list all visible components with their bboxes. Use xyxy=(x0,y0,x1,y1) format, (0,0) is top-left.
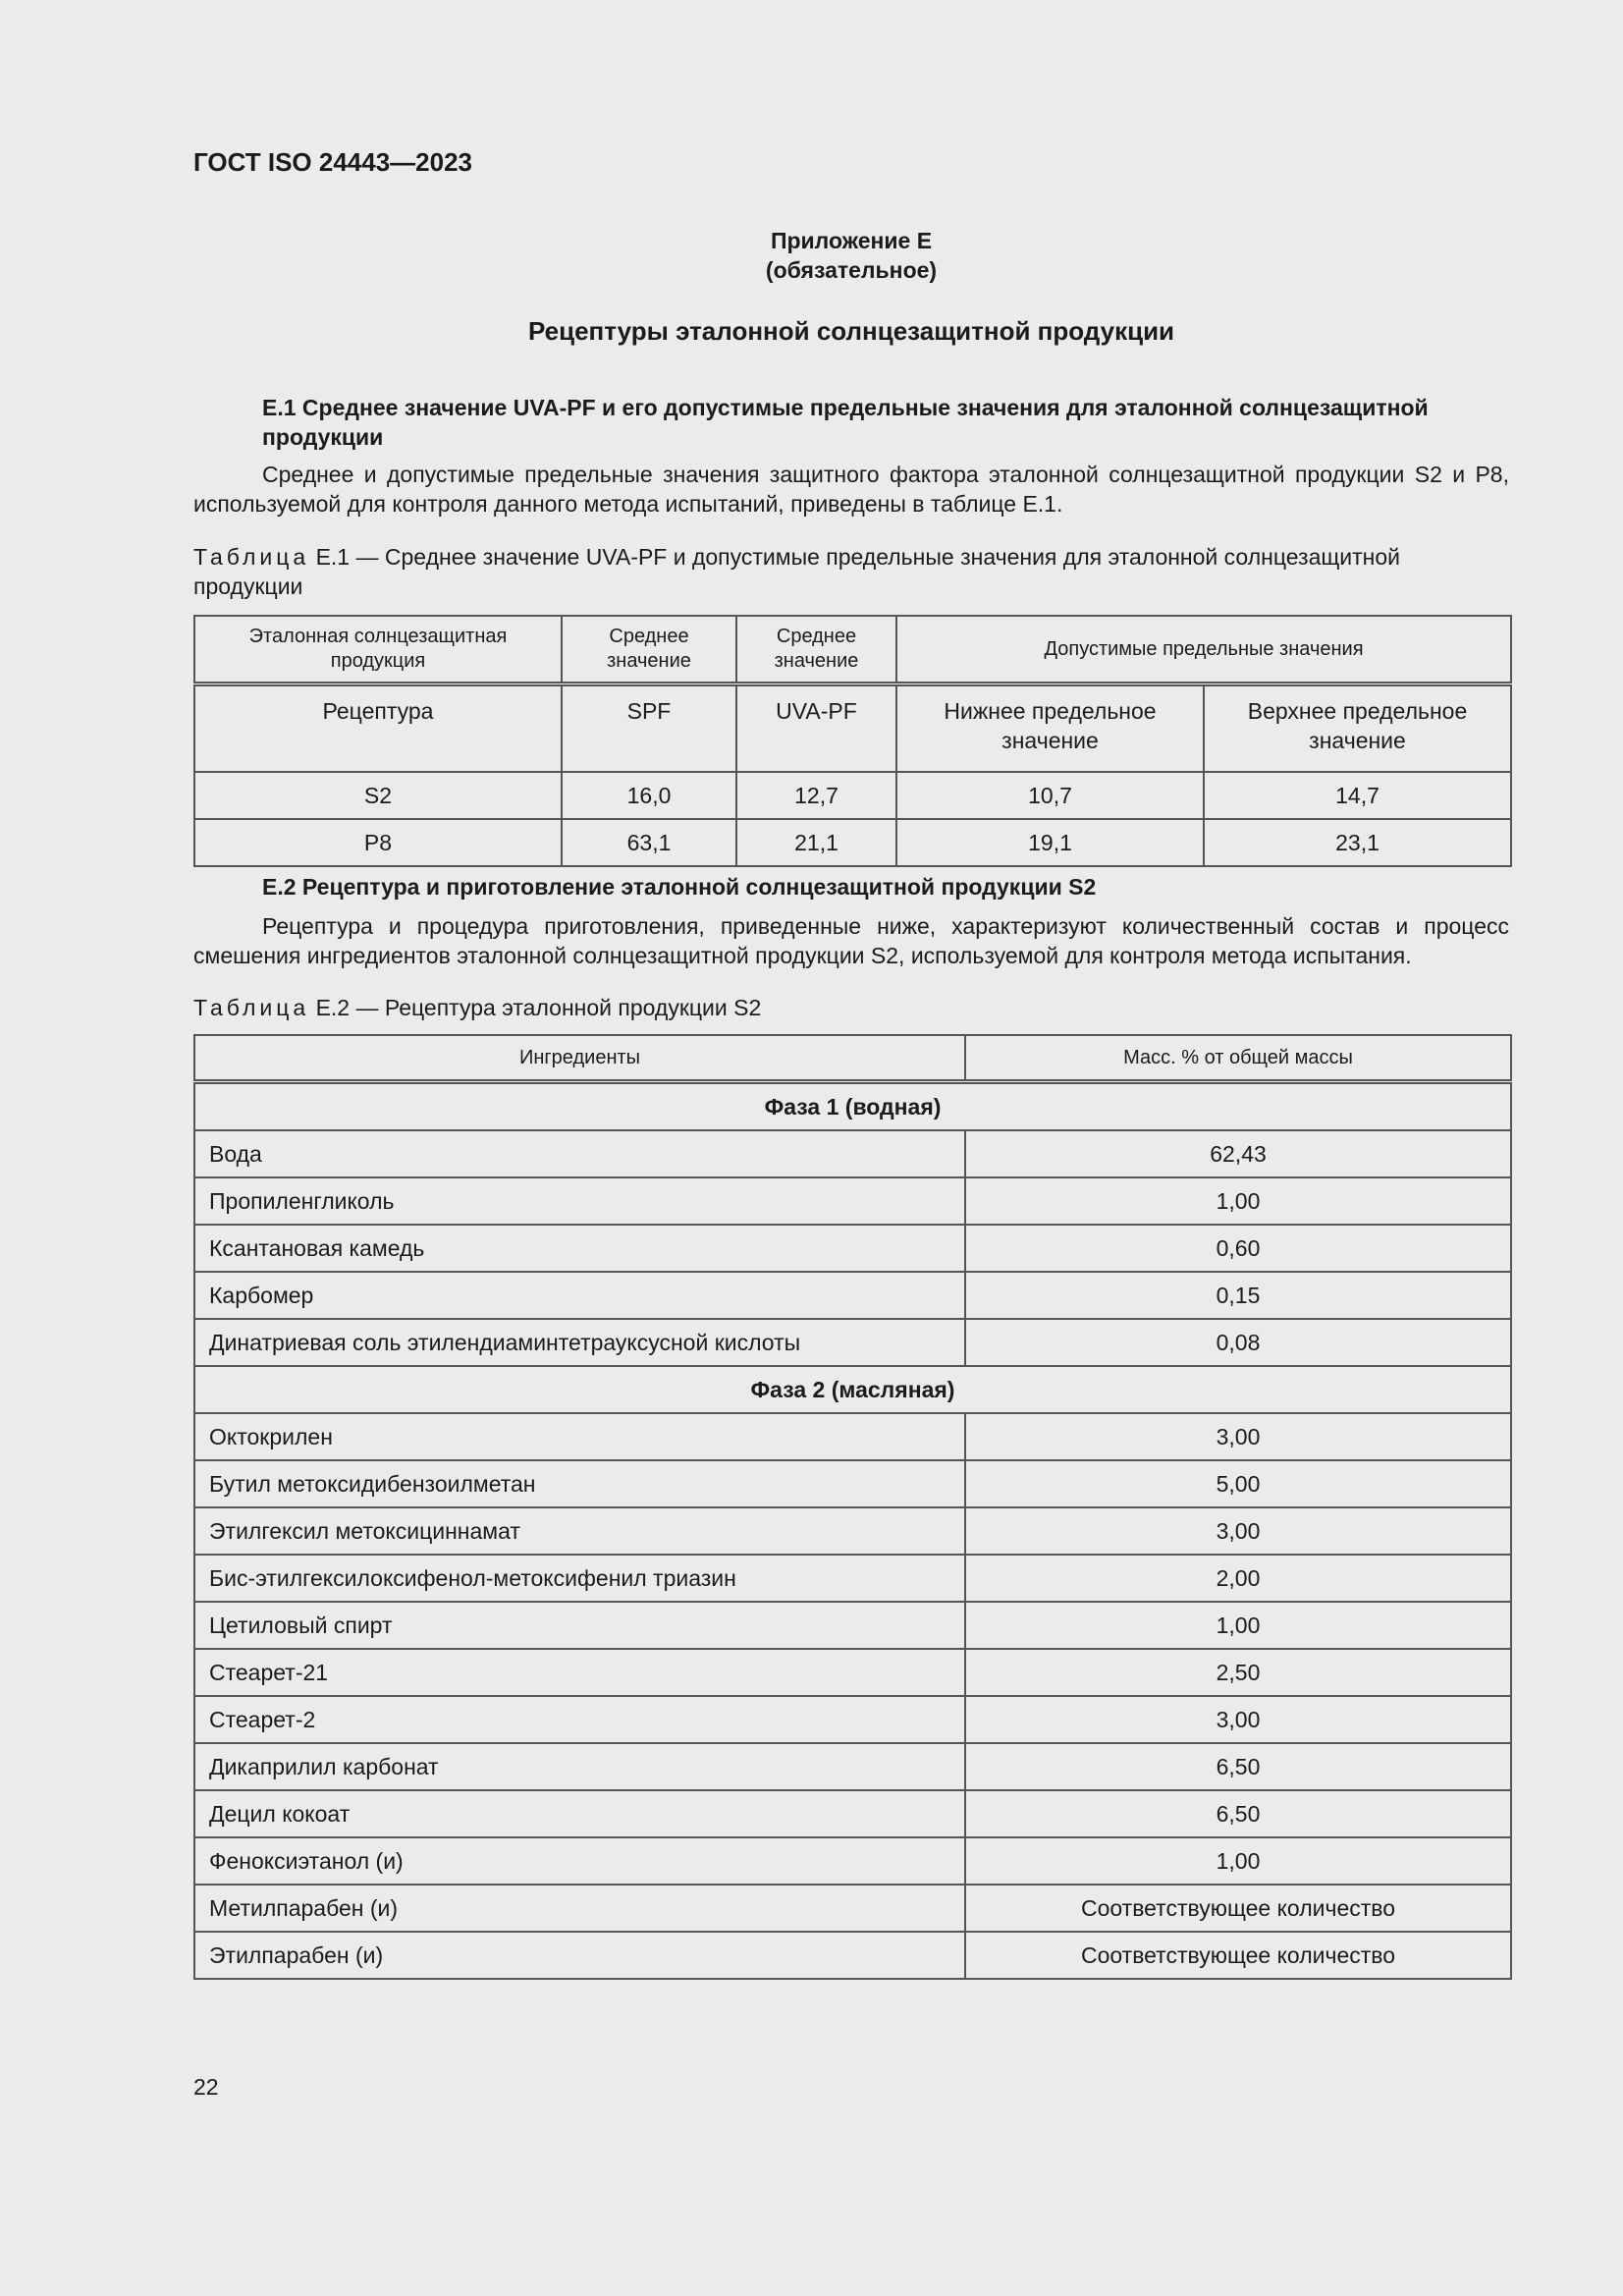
ingredient-name: Бутил метоксидибензоилметан xyxy=(194,1460,965,1507)
table-e1-cell-recipe: S2 xyxy=(194,772,562,819)
table-e1-caption-text: Е.1 — Среднее значение UVA-PF и допустимые предельные значения для эталонной солнцезащитной продукции xyxy=(193,544,1401,599)
ingredient-mass: 0,15 xyxy=(965,1272,1511,1319)
section-e1-paragraph: Среднее и допустимые предельные значения защитного фактора эталонной солнцезащитной продукции S2 и Р8, используемой для контроля данного метода испытаний, приведены в таблице Е.1. xyxy=(193,462,1509,517)
ingredient-name: Этилгексил метоксициннамат xyxy=(194,1507,965,1555)
table-e1-cell-recipe: Р8 xyxy=(194,819,562,866)
table-e1-cell-upper: 23,1 xyxy=(1204,819,1511,866)
annex-heading: Рецептуры эталонной солнцезащитной продукции xyxy=(527,316,1175,346)
table-e1-header-product: Эталонная солнцезащитная продукция xyxy=(194,616,562,684)
table-row xyxy=(194,1932,1511,1979)
table-row xyxy=(194,1460,1511,1507)
ingredient-mass: 2,00 xyxy=(965,1555,1511,1602)
table-e1-cell-spf: 63,1 xyxy=(562,819,736,866)
ingredient-name: Пропиленгликоль xyxy=(194,1177,965,1225)
ingredient-mass: 3,00 xyxy=(965,1507,1511,1555)
ingredient-mass: 2,50 xyxy=(965,1649,1511,1696)
ingredient-mass: 5,00 xyxy=(965,1460,1511,1507)
table-row xyxy=(194,1602,1511,1649)
table-e2-phase1-row xyxy=(194,1082,1511,1131)
ingredient-name: Стеарет-21 xyxy=(194,1649,965,1696)
table-row xyxy=(194,1885,1511,1932)
ingredient-mass: 3,00 xyxy=(965,1413,1511,1460)
ingredient-name: Этилпарабен (и) xyxy=(194,1932,965,1979)
table-e2-header-ingredients: Ингредиенты xyxy=(194,1035,965,1082)
table-e2 xyxy=(193,1034,1512,1980)
table-row xyxy=(194,1790,1511,1837)
table-e1-cell-uvapf: 21,1 xyxy=(736,819,896,866)
table-e1-col-uvapf: UVA-PF xyxy=(736,684,896,773)
table-e1-col-spf: SPF xyxy=(562,684,736,773)
table-row xyxy=(194,1177,1511,1225)
ingredient-name: Вода xyxy=(194,1130,965,1177)
annex-title-line2: (обязательное) xyxy=(765,257,938,283)
ingredient-name: Децил кокоат xyxy=(194,1790,965,1837)
ingredient-mass: 0,60 xyxy=(965,1225,1511,1272)
section-e2-paragraph: Рецептура и процедура приготовления, приведенные ниже, характеризуют количественный состав и процесс смешения ингредиентов эталонной солнцезащитной продукции S2, используемой для контроля метода испытания. xyxy=(193,913,1509,968)
ingredient-mass: Соответствующее количество xyxy=(965,1932,1511,1979)
section-e1-heading: Е.1 Среднее значение UVA-PF и его допустимые предельные значения для эталонной солнцезащитной продукции xyxy=(262,395,1429,450)
table-e1-header-mean-spf: Среднее значение xyxy=(562,616,736,684)
page-number: 22 xyxy=(193,2074,219,2100)
ingredient-name: Цетиловый спирт xyxy=(194,1602,965,1649)
table-e1-caption xyxy=(193,542,1509,601)
ingredient-name: Дикаприлил карбонат xyxy=(194,1743,965,1790)
ingredient-mass: 1,00 xyxy=(965,1837,1511,1885)
ingredient-mass: Соответствующее количество xyxy=(965,1885,1511,1932)
table-row xyxy=(194,1413,1511,1460)
ingredient-mass: 6,50 xyxy=(965,1743,1511,1790)
table-e1-col-upper: Верхнее предельное значение xyxy=(1204,684,1511,773)
table-row xyxy=(194,1649,1511,1696)
ingredient-name: Феноксиэтанол (и) xyxy=(194,1837,965,1885)
ingredient-mass: 6,50 xyxy=(965,1790,1511,1837)
document-code: ГОСТ ISO 24443—2023 xyxy=(193,147,473,177)
ingredient-name: Ксантановая камедь xyxy=(194,1225,965,1272)
table-e1-cell-uvapf: 12,7 xyxy=(736,772,896,819)
table-row xyxy=(194,1319,1511,1366)
table-e1-subheader-row xyxy=(194,684,1511,773)
table-row xyxy=(194,1225,1511,1272)
table-e2-header-mass: Масс. % от общей массы xyxy=(965,1035,1511,1082)
table-row xyxy=(194,1507,1511,1555)
table-row xyxy=(194,1743,1511,1790)
ingredient-name: Метилпарабен (и) xyxy=(194,1885,965,1932)
table-e1-header-row xyxy=(194,616,1511,684)
annex-title xyxy=(193,226,1509,285)
table-e1-cell-lower: 10,7 xyxy=(896,772,1204,819)
table-row xyxy=(194,819,1511,866)
table-e2-phase2-row xyxy=(194,1366,1511,1413)
table-e1-col-recipe: Рецептура xyxy=(194,684,562,773)
ingredient-name: Стеарет-2 xyxy=(194,1696,965,1743)
table-row xyxy=(194,1555,1511,1602)
ingredient-mass: 3,00 xyxy=(965,1696,1511,1743)
table-e2-caption-text: Е.2 — Рецептура эталонной продукции S2 xyxy=(315,995,762,1020)
table-e2-header-row xyxy=(194,1035,1511,1082)
table-e1-caption-prefix: Таблица xyxy=(193,544,310,570)
section-e2-heading: Е.2 Рецептура и приготовление эталонной солнцезащитной продукции S2 xyxy=(262,874,1097,900)
table-e1-cell-spf: 16,0 xyxy=(562,772,736,819)
table-e1-col-lower: Нижнее предельное значение xyxy=(896,684,1204,773)
table-e2-caption-prefix: Таблица xyxy=(193,995,310,1020)
table-row xyxy=(194,1272,1511,1319)
table-row xyxy=(194,772,1511,819)
ingredient-name: Октокрилен xyxy=(194,1413,965,1460)
ingredient-mass: 1,00 xyxy=(965,1602,1511,1649)
phase2-title: Фаза 2 (масляная) xyxy=(194,1366,1511,1413)
ingredient-name: Карбомер xyxy=(194,1272,965,1319)
table-e1-cell-lower: 19,1 xyxy=(896,819,1204,866)
table-e1-cell-upper: 14,7 xyxy=(1204,772,1511,819)
table-e1-header-limits: Допустимые предельные значения xyxy=(896,616,1511,684)
table-row xyxy=(194,1130,1511,1177)
ingredient-mass: 62,43 xyxy=(965,1130,1511,1177)
table-row xyxy=(194,1696,1511,1743)
annex-title-line1: Приложение Е xyxy=(770,228,933,253)
table-e1-header-mean-uvapf: Среднее значение xyxy=(736,616,896,684)
ingredient-name: Динатриевая соль этилендиаминтетрауксусной кислоты xyxy=(194,1319,965,1366)
phase1-title: Фаза 1 (водная) xyxy=(194,1082,1511,1131)
ingredient-mass: 1,00 xyxy=(965,1177,1511,1225)
table-row xyxy=(194,1837,1511,1885)
ingredient-mass: 0,08 xyxy=(965,1319,1511,1366)
table-e1 xyxy=(193,615,1512,867)
table-e2-caption xyxy=(193,993,1509,1022)
ingredient-name: Бис-этилгексилоксифенол-метоксифенил триазин xyxy=(194,1555,965,1602)
